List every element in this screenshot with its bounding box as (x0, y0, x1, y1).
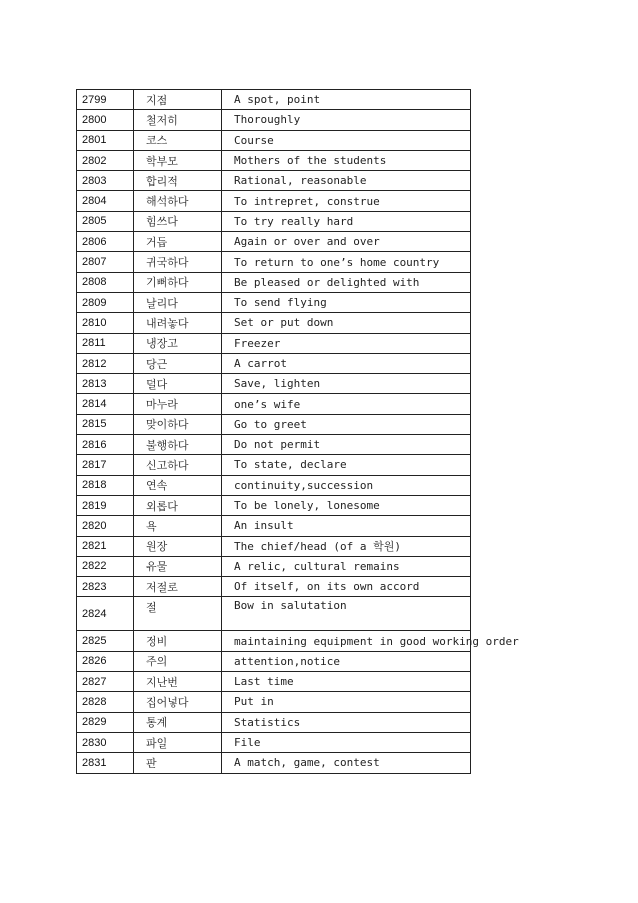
english-meaning: maintaining equipment in good working order (222, 631, 471, 651)
entry-number: 2807 (77, 252, 134, 272)
entry-number: 2829 (77, 712, 134, 732)
entry-number: 2801 (77, 130, 134, 150)
english-meaning: To state, declare (222, 455, 471, 475)
korean-word: 지점 (134, 90, 222, 110)
english-meaning: Put in (222, 692, 471, 712)
entry-number: 2815 (77, 414, 134, 434)
korean-word: 코스 (134, 130, 222, 150)
entry-number: 2819 (77, 495, 134, 515)
korean-word: 합리적 (134, 171, 222, 191)
entry-number: 2818 (77, 475, 134, 495)
table-row (77, 414, 471, 434)
english-meaning: To return to one’s home country (222, 252, 471, 272)
table-row (77, 753, 471, 773)
english-meaning: A carrot (222, 353, 471, 373)
korean-word: 욕 (134, 516, 222, 536)
entry-number: 2803 (77, 171, 134, 191)
korean-word: 힘쓰다 (134, 211, 222, 231)
table-row (77, 597, 471, 631)
korean-word: 기뻐하다 (134, 272, 222, 292)
english-meaning: Statistics (222, 712, 471, 732)
table-row (77, 495, 471, 515)
english-meaning: The chief/head (of a 학원) (222, 536, 471, 556)
table-row (77, 455, 471, 475)
english-meaning: To try really hard (222, 211, 471, 231)
english-meaning: attention,notice (222, 651, 471, 671)
english-meaning: Be pleased or delighted with (222, 272, 471, 292)
table-row (77, 90, 471, 110)
english-meaning: Last time (222, 672, 471, 692)
korean-word: 내려놓다 (134, 313, 222, 333)
english-meaning: A spot, point (222, 90, 471, 110)
table-row (77, 732, 471, 752)
korean-word: 유물 (134, 556, 222, 576)
english-meaning: Bow in salutation (222, 597, 471, 631)
korean-word: 날리다 (134, 292, 222, 312)
table-row (77, 516, 471, 536)
table-row (77, 353, 471, 373)
entry-number: 2824 (77, 597, 134, 631)
english-meaning: Set or put down (222, 313, 471, 333)
entry-number: 2831 (77, 753, 134, 773)
korean-word: 연속 (134, 475, 222, 495)
entry-number: 2826 (77, 651, 134, 671)
english-meaning: Mothers of the students (222, 150, 471, 170)
entry-number: 2825 (77, 631, 134, 651)
table-row (77, 394, 471, 414)
english-meaning: To be lonely, lonesome (222, 495, 471, 515)
korean-word: 절 (134, 597, 222, 631)
table-row (77, 577, 471, 597)
korean-word: 저절로 (134, 577, 222, 597)
english-meaning: Go to greet (222, 414, 471, 434)
korean-word: 집어넣다 (134, 692, 222, 712)
table-row (77, 292, 471, 312)
table-row (77, 313, 471, 333)
table-row (77, 631, 471, 651)
table-row (77, 333, 471, 353)
entry-number: 2800 (77, 110, 134, 130)
korean-word: 학부모 (134, 150, 222, 170)
table-row (77, 692, 471, 712)
table-row (77, 272, 471, 292)
table-row (77, 110, 471, 130)
table-row (77, 536, 471, 556)
entry-number: 2806 (77, 232, 134, 252)
entry-number: 2799 (77, 90, 134, 110)
entry-number: 2820 (77, 516, 134, 536)
vocabulary-table-body (77, 90, 519, 774)
table-row (77, 374, 471, 394)
table-row (77, 252, 471, 272)
english-meaning: To send flying (222, 292, 471, 312)
entry-number: 2812 (77, 353, 134, 373)
english-meaning: A relic, cultural remains (222, 556, 471, 576)
entry-number: 2816 (77, 435, 134, 455)
table-row (77, 191, 471, 211)
entry-number: 2813 (77, 374, 134, 394)
english-meaning: Freezer (222, 333, 471, 353)
english-meaning: To intrepret, construe (222, 191, 471, 211)
entry-number: 2828 (77, 692, 134, 712)
english-meaning: one’s wife (222, 394, 471, 414)
english-meaning: A match, game, contest (222, 753, 471, 773)
korean-word: 판 (134, 753, 222, 773)
korean-word: 외롭다 (134, 495, 222, 515)
entry-number: 2805 (77, 211, 134, 231)
english-meaning: An insult (222, 516, 471, 536)
table-row (77, 475, 471, 495)
korean-word: 귀국하다 (134, 252, 222, 272)
vocabulary-table (76, 89, 519, 774)
korean-word: 거듭 (134, 232, 222, 252)
entry-number: 2810 (77, 313, 134, 333)
korean-word: 신고하다 (134, 455, 222, 475)
korean-word: 파일 (134, 732, 222, 752)
entry-number: 2808 (77, 272, 134, 292)
english-meaning: Thoroughly (222, 110, 471, 130)
table-row (77, 556, 471, 576)
korean-word: 철저히 (134, 110, 222, 130)
english-meaning: Save, lighten (222, 374, 471, 394)
entry-number: 2817 (77, 455, 134, 475)
table-row (77, 211, 471, 231)
korean-word: 주의 (134, 651, 222, 671)
korean-word: 지난번 (134, 672, 222, 692)
table-row (77, 651, 471, 671)
table-row (77, 712, 471, 732)
entry-number: 2809 (77, 292, 134, 312)
entry-number: 2822 (77, 556, 134, 576)
table-row (77, 171, 471, 191)
entry-number: 2814 (77, 394, 134, 414)
entry-number: 2823 (77, 577, 134, 597)
english-meaning: File (222, 732, 471, 752)
entry-number: 2804 (77, 191, 134, 211)
table-row (77, 150, 471, 170)
english-meaning: Of itself, on its own accord (222, 577, 471, 597)
korean-word: 정비 (134, 631, 222, 651)
english-meaning: continuity,succession (222, 475, 471, 495)
entry-number: 2811 (77, 333, 134, 353)
english-meaning: Course (222, 130, 471, 150)
table-row (77, 130, 471, 150)
korean-word: 마누라 (134, 394, 222, 414)
entry-number: 2802 (77, 150, 134, 170)
korean-word: 통계 (134, 712, 222, 732)
english-meaning: Again or over and over (222, 232, 471, 252)
korean-word: 당근 (134, 353, 222, 373)
entry-number: 2827 (77, 672, 134, 692)
english-meaning: Do not permit (222, 435, 471, 455)
korean-word: 냉장고 (134, 333, 222, 353)
table-row (77, 232, 471, 252)
entry-number: 2821 (77, 536, 134, 556)
korean-word: 맞이하다 (134, 414, 222, 434)
english-meaning: Rational, reasonable (222, 171, 471, 191)
korean-word: 불행하다 (134, 435, 222, 455)
table-row (77, 435, 471, 455)
entry-number: 2830 (77, 732, 134, 752)
korean-word: 해석하다 (134, 191, 222, 211)
korean-word: 덜다 (134, 374, 222, 394)
korean-word: 원장 (134, 536, 222, 556)
table-row (77, 672, 471, 692)
